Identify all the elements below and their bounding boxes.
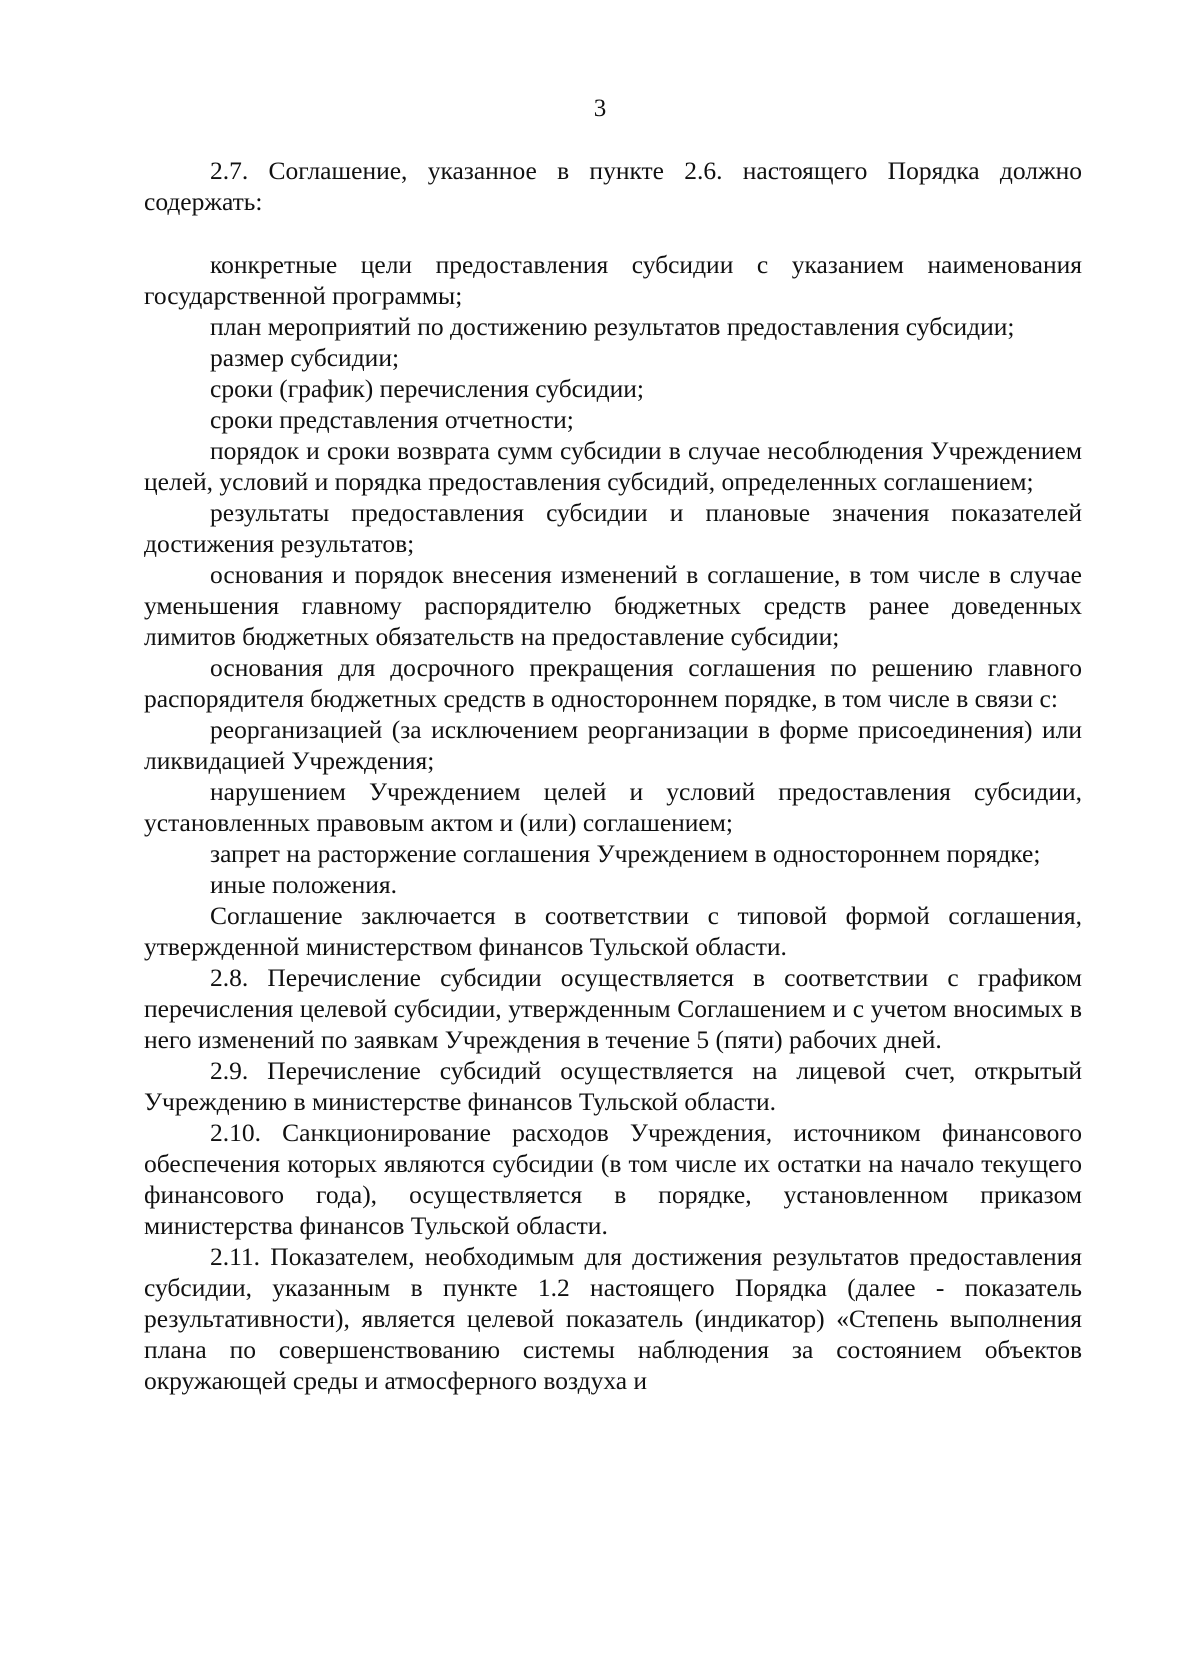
paragraph-2-10: 2.10. Санкционирование расходов Учреждения, источником финансового обеспечения которых являются субсидии (в том числе их остатки на начало текущего финансового года), осуществляется в порядке, установленном приказом министерства финансов Тульской области.	[144, 1118, 1082, 1240]
list-item-results: результаты предоставления субсидии и плановые значения показателей достижения результатов;	[144, 498, 1082, 558]
list-item-schedule: сроки (график) перечисления субсидии;	[210, 374, 644, 403]
list-item-termination: основания для досрочного прекращения соглашения по решению главного распорядителя бюджетных средств в одностороннем порядке, в том числе в связи с:	[144, 653, 1082, 713]
paragraph-2-8: 2.8. Перечисление субсидии осуществляется в соответствии с графиком перечисления целевой субсидии, утвержденным Соглашением и с учетом вносимых в него изменений по заявкам Учреждения в течение 5 (пяти) рабочих дней.	[144, 963, 1082, 1054]
document-body	[144, 155, 1082, 1396]
paragraph-2-11: 2.11. Показателем, необходимым для достижения результатов предоставления субсидии, указанным в пункте 1.2 настоящего Порядка (далее - показатель результативности), является целевой показатель (индикатор) «Степень выполнения плана по совершенствованию системы наблюдения за состоянием объектов окружающей среды и атмосферного воздуха и	[144, 1242, 1082, 1395]
list-item-goals: конкретные цели предоставления субсидии с указанием наименования государственной программы;	[144, 250, 1082, 310]
paragraph-gap	[144, 217, 1082, 249]
page-number: 3	[593, 95, 607, 122]
paragraph-standard-form: Соглашение заключается в соответствии с типовой формой соглашения, утвержденной министерством финансов Тульской области.	[144, 901, 1082, 961]
list-item-reporting: сроки представления отчетности;	[210, 405, 574, 434]
list-item-violation: нарушением Учреждением целей и условий предоставления субсидии, установленных правовым актом и (или) соглашением;	[144, 777, 1082, 837]
list-item-amount: размер субсидии;	[210, 343, 400, 372]
list-item-reorganization: реорганизацией (за исключением реорганизации в форме присоединения) или ликвидацией Учреждения;	[144, 715, 1082, 775]
paragraph-2-9: 2.9. Перечисление субсидий осуществляется на лицевой счет, открытый Учреждению в министерстве финансов Тульской области.	[144, 1056, 1082, 1116]
paragraph-2-7-intro: 2.7. Соглашение, указанное в пункте 2.6. настоящего Порядка должно содержать:	[144, 156, 1082, 216]
list-item-plan: план мероприятий по достижению результатов предоставления субсидии;	[210, 312, 1015, 341]
list-item-prohibition: запрет на расторжение соглашения Учреждением в одностороннем порядке;	[210, 839, 1041, 868]
list-item-refund: порядок и сроки возврата сумм субсидии в случае несоблюдения Учреждением целей, условий и порядка предоставления субсидий, определенных соглашением;	[144, 436, 1082, 496]
list-item-amendments: основания и порядок внесения изменений в соглашение, в том числе в случае уменьшения главному распорядителю бюджетных средств ранее доведенных лимитов бюджетных обязательств на предоставление субсидии;	[144, 560, 1082, 651]
list-item-other: иные положения.	[210, 870, 398, 899]
